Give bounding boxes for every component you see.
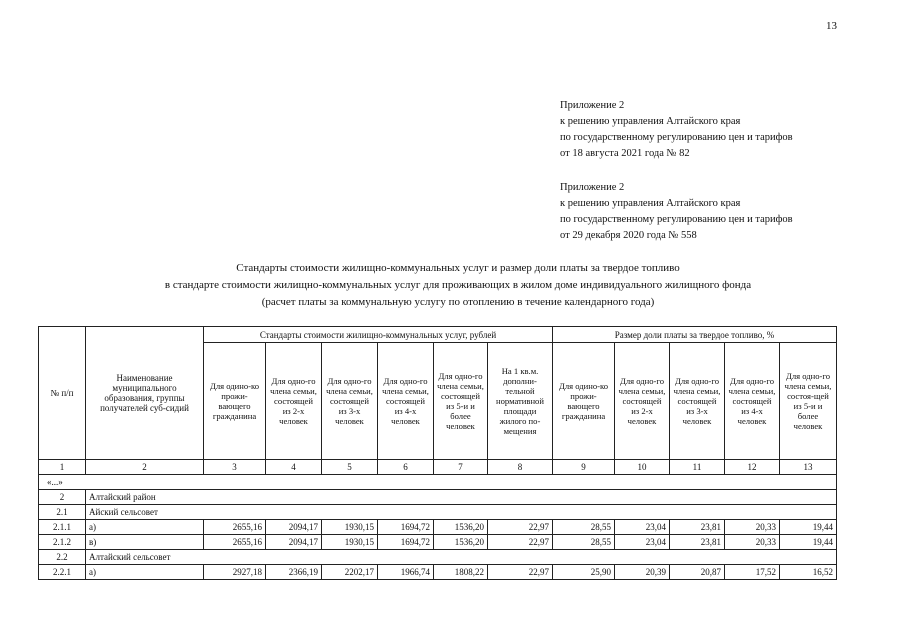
appendix-line: к решению управления Алтайского края [560,198,741,209]
sub-header-col-12: Для одно-го члена семьи, состоящей из 4-х человек [725,343,780,460]
value-cell: 22,97 [488,535,553,550]
row-number: 2 [39,490,86,505]
value-cell: 23,04 [615,535,670,550]
sub-header-col-5: Для одно-го члена семьи, состоящей из 3-х человек [322,343,378,460]
group-name: а) [86,520,204,535]
value-cell: 2202,17 [322,565,378,580]
value-cell: 19,44 [780,535,837,550]
ellipsis-row: «...» [39,475,837,490]
column-number: 2 [86,460,204,475]
appendix-line: от 18 августа 2021 года № 82 [560,148,690,159]
column-number: 7 [434,460,488,475]
column-number: 9 [553,460,615,475]
appendix-line: по государственному регулированию цен и тарифов [560,214,793,225]
section-name: Алтайский сельсовет [86,550,837,565]
row-number: 2.2 [39,550,86,565]
document-title [38,260,878,311]
value-cell: 1694,72 [378,535,434,550]
value-cell: 1930,15 [322,535,378,550]
value-cell: 16,52 [780,565,837,580]
column-number: 1 [39,460,86,475]
value-cell: 1966,74 [378,565,434,580]
value-cell: 2655,16 [204,535,266,550]
group-header-standards: Стандарты стоимости жилищно-коммунальных услуг, рублей [204,327,553,343]
value-cell: 20,33 [725,535,780,550]
standards-table [38,326,837,580]
value-cell: 1536,20 [434,535,488,550]
sub-header-col-3: Для одино-ко прожи-вающего гражданина [204,343,266,460]
sub-header-col-6: Для одно-го члена семьи, состоящей из 4-х человек [378,343,434,460]
column-number: 8 [488,460,553,475]
column-number: 6 [378,460,434,475]
value-cell: 23,04 [615,520,670,535]
title-line: в стандарте стоимости жилищно-коммунальных услуг для проживающих в жилом доме индивидуального жилищного фонда [164,279,752,291]
column-number: 3 [204,460,266,475]
section-row [39,550,837,565]
appendix-line: по государственному регулированию цен и тарифов [560,132,793,143]
sub-header-col-13: Для одно-го члена семьи, состоя-щей из 5-и и более человек [780,343,837,460]
sub-header-col-9: Для одино-ко прожи-вающего гражданина [553,343,615,460]
sub-header-col-8: На 1 кв.м. дополни-тельной нормативной площади жилого по-мещения [488,343,553,460]
column-number: 4 [266,460,322,475]
appendix-line: от 29 декабря 2020 года № 558 [560,230,697,241]
value-cell: 2927,18 [204,565,266,580]
value-cell: 2366,19 [266,565,322,580]
value-cell: 1930,15 [322,520,378,535]
section-name: Айский сельсовет [86,505,837,520]
row-number: 2.1 [39,505,86,520]
column-number: 11 [670,460,725,475]
value-cell: 23,81 [670,535,725,550]
value-cell: 23,81 [670,520,725,535]
col-header-number: № п/п [39,327,86,460]
column-number: 5 [322,460,378,475]
group-name: а) [86,565,204,580]
sub-header-col-10: Для одно-го члена семьи, состоящей из 2-х человек [615,343,670,460]
section-name: Алтайский район [86,490,837,505]
col-header-name: Наименование муниципального образования, группы получателей суб-сидий [86,327,204,460]
sub-header-col-11: Для одно-го члена семьи, состоящей из 3-х человек [670,343,725,460]
section-row [39,490,837,505]
value-cell: 25,90 [553,565,615,580]
value-cell: 1808,22 [434,565,488,580]
value-cell: 2094,17 [266,520,322,535]
appendix-note-current [560,98,793,162]
column-number: 13 [780,460,837,475]
value-cell: 1536,20 [434,520,488,535]
value-cell: 22,97 [488,565,553,580]
value-cell: 22,97 [488,520,553,535]
group-name: в) [86,535,204,550]
value-cell: 1694,72 [378,520,434,535]
value-cell: 2094,17 [266,535,322,550]
appendix-line: Приложение 2 [560,182,625,193]
value-cell: 2655,16 [204,520,266,535]
title-line: (расчет платы за коммунальную услугу по отоплению в течение календарного года) [261,296,655,308]
group-header-share: Размер доли платы за твердое топливо, % [553,327,837,343]
column-number: 12 [725,460,780,475]
row-number: 2.2.1 [39,565,86,580]
value-cell: 20,33 [725,520,780,535]
table-row [39,520,837,535]
row-number: 2.1.1 [39,520,86,535]
appendix-line: Приложение 2 [560,100,625,111]
value-cell: 28,55 [553,520,615,535]
page-number: 13 [826,20,837,32]
value-cell: 20,39 [615,565,670,580]
row-number: 2.1.2 [39,535,86,550]
value-cell: 28,55 [553,535,615,550]
sub-header-col-7: Для одно-го члена семьи, состоящей из 5-и и более человек [434,343,488,460]
table-row [39,535,837,550]
value-cell: 20,87 [670,565,725,580]
appendix-note-previous [560,180,793,244]
value-cell: 19,44 [780,520,837,535]
section-row [39,505,837,520]
title-line: Стандарты стоимости жилищно-коммунальных услуг и размер доли платы за твердое топливо [236,262,680,274]
column-number: 10 [615,460,670,475]
value-cell: 17,52 [725,565,780,580]
appendix-line: к решению управления Алтайского края [560,116,741,127]
sub-header-col-4: Для одно-го члена семьи, состоящей из 2-х человек [266,343,322,460]
table-row [39,565,837,580]
